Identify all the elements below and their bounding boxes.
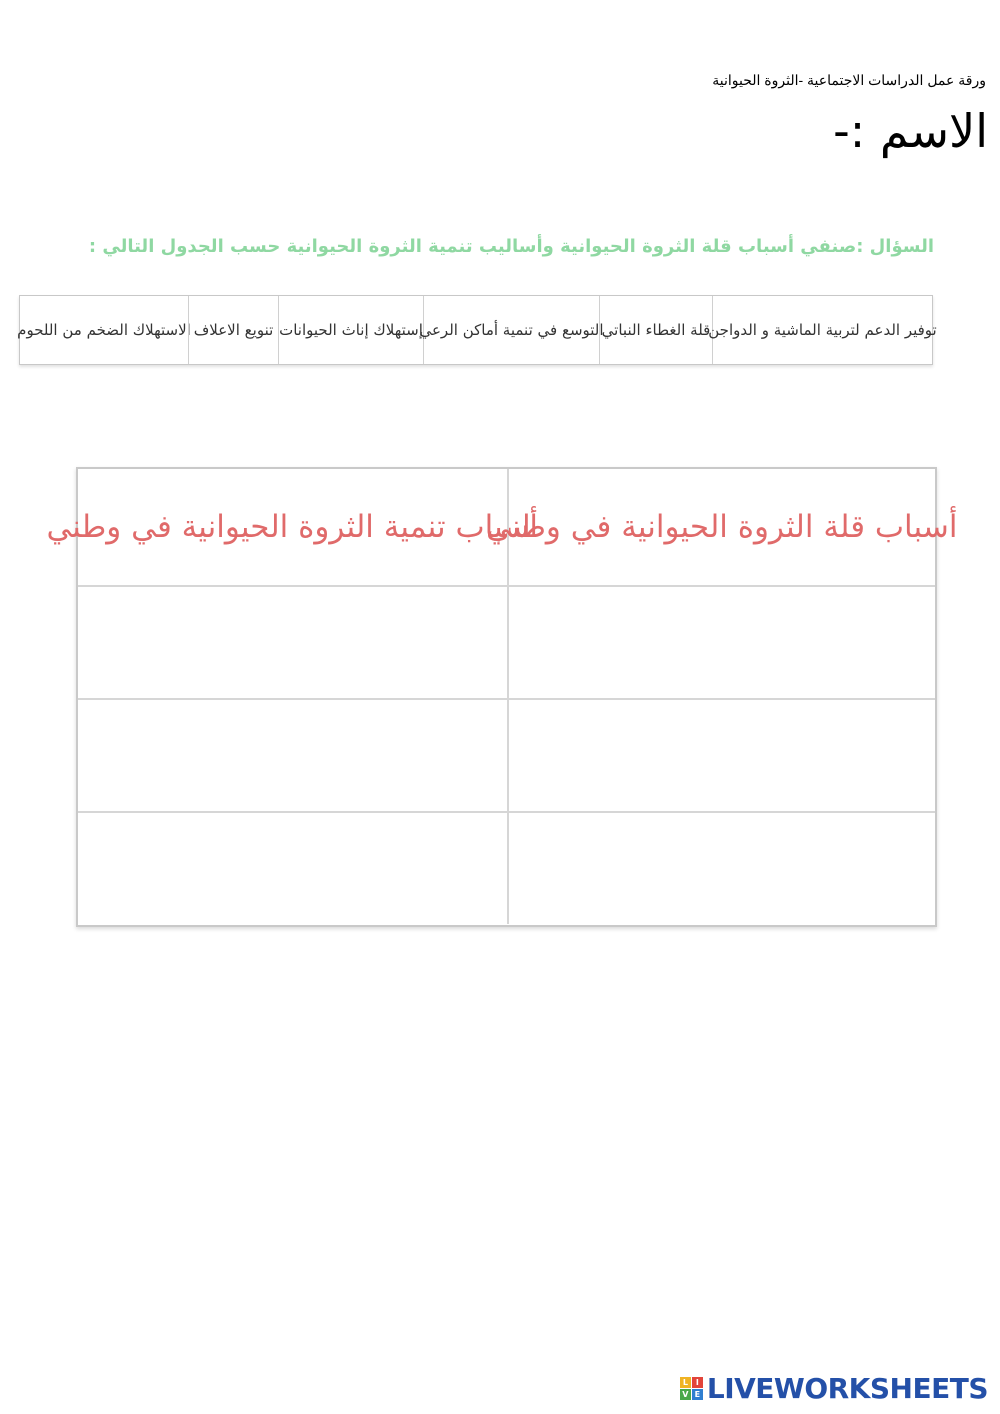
drop-cell[interactable] <box>78 587 507 698</box>
word-bank-item[interactable]: الاستهلاك الضخم من اللحوم <box>17 321 191 339</box>
liveworksheets-logo <box>680 1372 988 1405</box>
word-bank-item[interactable]: توفير الدعم لتربية الماشية و الدواجن <box>712 296 932 364</box>
question-text: السؤال :صنفي أسباب قلة الثروة الحيوانية وأساليب تنمية الثروة الحيوانية حسب الجدول التالي : <box>88 236 934 257</box>
worksheet-title: ورقة عمل الدراسات الاجتماعية -الثروة الحيوانية <box>712 72 986 88</box>
logo-letter: V <box>680 1389 691 1400</box>
table-header-row <box>46 469 958 587</box>
word-bank-item[interactable]: قلة الغطاء النباتي <box>599 296 712 364</box>
header-causes-decline: أسباب قلة الثروة الحيوانية في وطني <box>507 469 936 585</box>
table-row <box>78 587 935 700</box>
drop-cell[interactable] <box>78 700 507 811</box>
drop-cell[interactable] <box>507 587 936 698</box>
word-bank-item[interactable]: تنويع الاعلاف <box>188 296 278 364</box>
word-bank-item[interactable]: إستهلاك إناث الحيوانات <box>278 296 423 364</box>
sorting-table <box>46 467 958 927</box>
logo-letter: E <box>692 1389 703 1400</box>
logo-letter: I <box>692 1377 703 1388</box>
name-label: الاسم :- <box>833 104 988 158</box>
word-bank-item[interactable]: التوسع في تنمية أماكن الرعي <box>423 296 599 364</box>
drop-cell[interactable] <box>507 700 936 811</box>
logo-letter: L <box>680 1377 691 1388</box>
drop-cell[interactable] <box>507 813 936 924</box>
header-causes-development: أسباب تنمية الثروة الحيوانية في وطني <box>46 509 539 545</box>
table-row <box>78 813 935 924</box>
logo-text: LIVEWORKSHEETS <box>706 1372 988 1405</box>
liveworksheets-icon <box>680 1377 703 1400</box>
table-row <box>78 700 935 813</box>
word-bank <box>17 295 937 365</box>
drop-cell[interactable] <box>78 813 507 924</box>
